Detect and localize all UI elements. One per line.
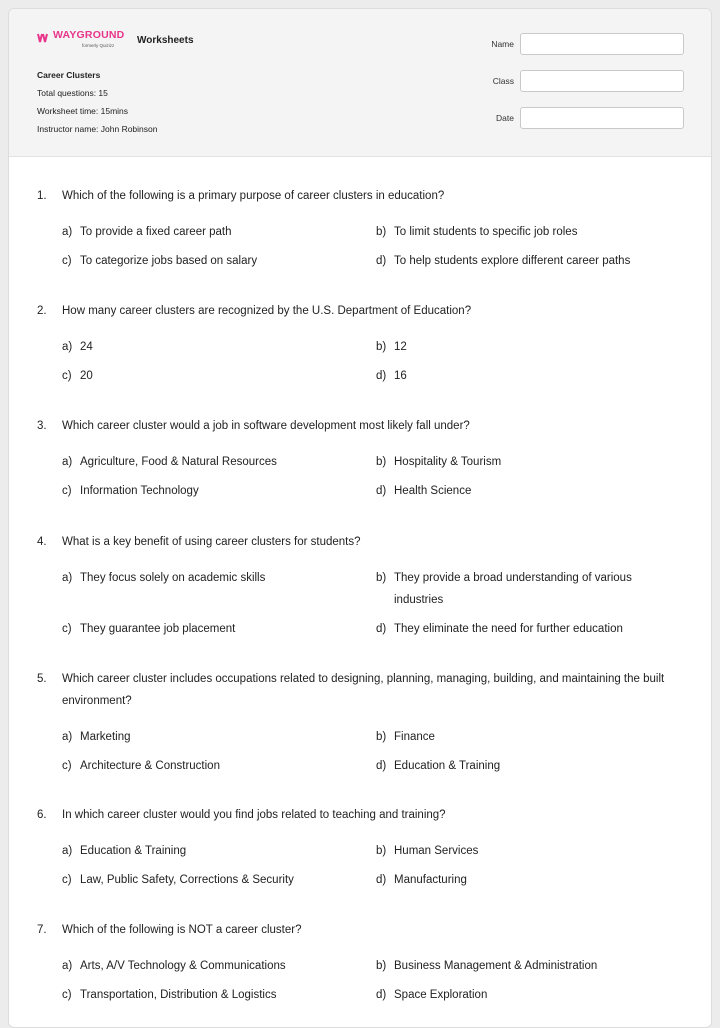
worksheet-page [8,8,712,1028]
question-text: Which career cluster would a job in software development most likely fall under? [62,420,470,432]
option-text: 16 [394,370,407,382]
option-letter: b) [376,960,387,972]
name-field[interactable] [520,33,684,55]
option-letter: b) [376,341,387,353]
option-text: Information Technology [80,485,199,497]
question-number: 3. [37,420,47,432]
option-letter: d) [376,485,387,497]
question-text: In which career cluster would you find jobs related to teaching and training? [62,809,446,821]
option-text: Space Exploration [394,989,488,1001]
option-letter: b) [376,456,387,468]
option-letter: a) [62,226,73,238]
class-field[interactable] [520,70,684,92]
option-letter: d) [376,623,387,635]
date-field[interactable] [520,107,684,129]
option-letter: a) [62,731,73,743]
option-text: Arts, A/V Technology & Communications [80,960,286,972]
question-text: Which of the following is NOT a career cluster? [62,924,302,936]
option-letter: c) [62,989,72,1001]
option-text: They focus solely on academic skills [80,572,266,584]
logo-icon [37,31,53,45]
instructor-name: Instructor name: John Robinson [37,124,158,134]
option-text: Manufacturing [394,874,467,886]
worksheet-title: Career Clusters [37,70,101,80]
option-letter: c) [62,370,72,382]
worksheet-meta [37,69,157,141]
option-letter: c) [62,623,72,635]
question-number: 6. [37,809,47,821]
date-label: Date [496,113,514,123]
option-letter: d) [376,989,387,1001]
worksheet-header [9,9,712,157]
option-letter: c) [62,874,72,886]
option-text: 20 [80,370,93,382]
option-text: Health Science [394,485,472,497]
option-text: 12 [394,341,407,353]
logo-text: WAYGROUND [53,29,125,41]
option-text: Agriculture, Food & Natural Resources [80,456,277,468]
option-letter: b) [376,226,387,238]
logo-subtitle: formerly Quizizz [82,43,115,48]
option-text: Education & Training [80,845,187,857]
option-letter: c) [62,485,72,497]
option-letter: a) [62,456,73,468]
option-letter: a) [62,845,73,857]
option-text: Transportation, Distribution & Logistics [80,989,277,1001]
option-text: To limit students to specific job roles [394,226,578,238]
option-text: Human Services [394,845,479,857]
question-number: 7. [37,924,47,936]
name-label: Name [491,39,514,49]
option-letter: c) [62,255,72,267]
option-text: Marketing [80,731,131,743]
question-number: 2. [37,305,47,317]
option-text: They provide a broad understanding of various industries [394,572,632,606]
option-letter: d) [376,874,387,886]
option-letter: d) [376,255,387,267]
option-text: 24 [80,341,93,353]
question-text: How many career clusters are recognized by the U.S. Department of Education? [62,305,472,317]
option-letter: b) [376,731,387,743]
question-text: What is a key benefit of using career clusters for students? [62,536,361,548]
option-text: Finance [394,731,435,743]
option-letter: a) [62,960,73,972]
option-letter: b) [376,845,387,857]
option-text: They eliminate the need for further education [394,623,623,635]
option-text: Education & Training [394,760,501,772]
option-text: Law, Public Safety, Corrections & Security [80,874,294,886]
brand-title: Worksheets [137,35,194,46]
option-text: Business Management & Administration [394,960,598,972]
option-text: To help students explore different career paths [394,255,631,267]
total-questions: Total questions: 15 [37,88,108,98]
option-letter: d) [376,760,387,772]
option-letter: c) [62,760,72,772]
class-label: Class [492,76,514,86]
option-text: Hospitality & Tourism [394,456,502,468]
option-text: To categorize jobs based on salary [80,255,258,267]
option-letter: a) [62,572,73,584]
option-letter: d) [376,370,387,382]
question-text: Which career cluster includes occupations related to designing, planning, managing, building, and maintaining the built environment? [62,673,665,707]
worksheet-time: Worksheet time: 15mins [37,106,129,116]
question-number: 1. [37,190,47,202]
option-text: Architecture & Construction [80,760,220,772]
option-letter: b) [376,572,387,584]
question-number: 5. [37,673,47,685]
option-text: They guarantee job placement [80,623,236,635]
question-number: 4. [37,536,47,548]
option-text: To provide a fixed career path [80,226,232,238]
question-text: Which of the following is a primary purpose of career clusters in education? [62,190,445,202]
option-letter: a) [62,341,73,353]
